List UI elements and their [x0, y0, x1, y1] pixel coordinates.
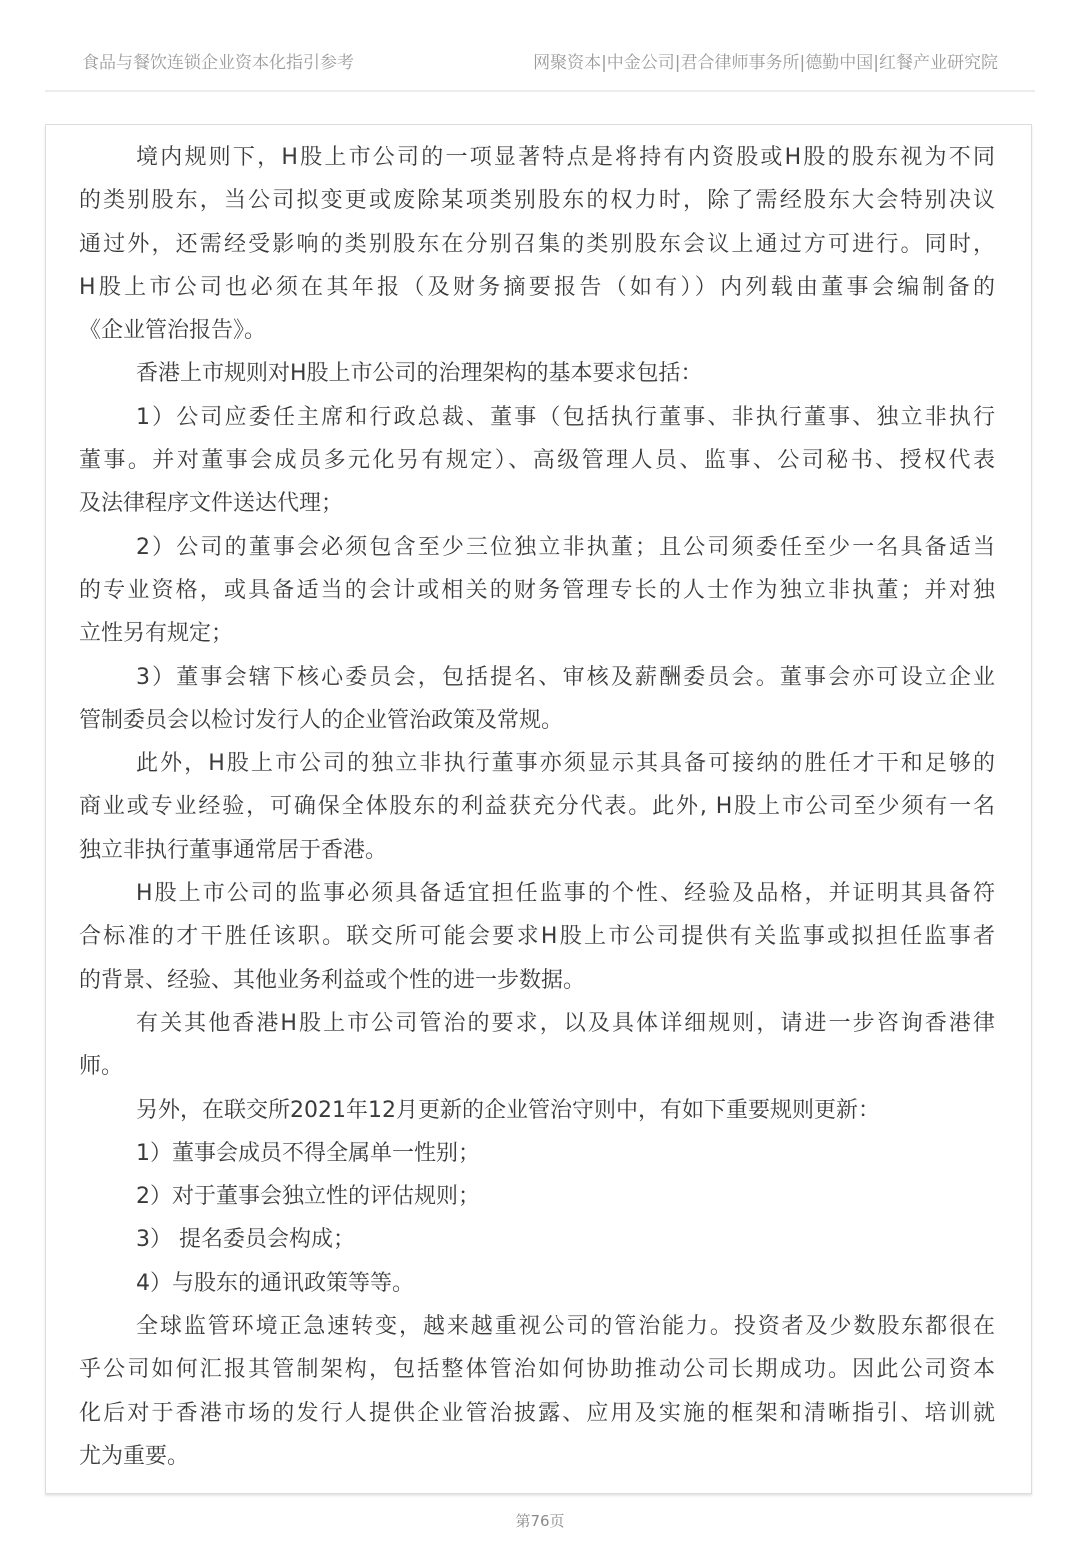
text-line: H股上市公司也必须在其年报（及财务摘要报告（如有））内列载由董事会编制备的: [79, 274, 995, 300]
text-line: 3）董事会辖下核心委员会，包括提名、审核及薪酬委员会。董事会亦可设立企业: [136, 664, 995, 690]
paragraph: [79, 1132, 995, 1175]
header-divider: [45, 90, 1035, 92]
text-line: 合标准的才干胜任该职。联交所可能会要求H股上市公司提供有关监事或拟担任监事者: [79, 924, 995, 950]
header-document-title: 食品与餐饮连锁企业资本化指引参考: [82, 53, 354, 73]
text-line: H股上市公司的监事必须具备适宜担任监事的个性、经验及品格，并证明其具备符: [136, 881, 995, 907]
paragraph: [79, 872, 995, 1002]
text-line: 3） 提名委员会构成；: [136, 1227, 355, 1253]
body-text: [79, 136, 995, 1478]
paragraph: [79, 1002, 995, 1089]
text-line: 独立非执行董事通常居于香港。: [79, 837, 388, 863]
page-number: 第76页: [515, 1512, 565, 1530]
text-line: 乎公司如何汇报其管制架构，包括整体管治如何协助推动公司长期成功。因此公司资本: [79, 1357, 995, 1383]
text-line: 立性另有规定；: [79, 621, 234, 647]
text-line: 有关其他香港H股上市公司管治的要求，以及具体详细规则，请进一步咨询香港律: [136, 1010, 995, 1036]
text-line: 商业或专业经验，可确保全体股东的利益获充分代表。此外, H股上市公司至少须有一名: [79, 794, 995, 820]
paragraph: [79, 1218, 995, 1261]
text-line: 的类别股东，当公司拟变更或废除某项类别股东的权力时，除了需经股东大会特别决议: [79, 188, 995, 214]
text-line: 全球监管环境正急速转变，越来越重视公司的管治能力。投资者及少数股东都很在: [136, 1314, 995, 1340]
paragraph: [79, 656, 995, 743]
paragraph: [79, 742, 995, 872]
paragraph: [79, 396, 995, 526]
text-line: 2）对于董事会独立性的评估规则；: [136, 1184, 480, 1210]
text-line: 化后对于香港市场的发行人提供企业管治披露、应用及实施的框架和清晰指引、培训就: [79, 1400, 995, 1426]
text-line: 1）公司应委任主席和行政总裁、董事（包括执行董事、非执行董事、独立非执行: [136, 404, 995, 430]
paragraph: [79, 1175, 995, 1218]
header-organizations: 网聚资本|中金公司|君合律师事务所|德勤中国|红餐产业研究院: [533, 53, 998, 73]
paragraph: [79, 526, 995, 656]
text-line: 通过外，还需经受影响的类别股东在分别召集的类别股东会议上通过方可进行。同时，: [79, 231, 995, 257]
text-line: 董事。并对董事会成员多元化另有规定）、高级管理人员、监事、公司秘书、授权代表: [79, 448, 995, 474]
text-line: 尤为重要。: [79, 1443, 190, 1469]
paragraph: [79, 136, 995, 352]
text-line: 的专业资格，或具备适当的会计或相关的财务管理专长的人士作为独立非执董；并对独: [79, 577, 995, 603]
text-line: 1）董事会成员不得全属单一性别；: [136, 1140, 480, 1166]
paragraph: [79, 352, 995, 395]
text-line: 香港上市规则对H股上市公司的治理架构的基本要求包括：: [136, 361, 703, 387]
text-line: 师。: [79, 1054, 124, 1080]
paragraph: [79, 1305, 995, 1478]
text-line: 及法律程序文件送达代理；: [79, 491, 344, 517]
text-line: 管制委员会以检讨发行人的企业管治政策及常规。: [79, 707, 564, 733]
paragraph: [79, 1089, 995, 1132]
text-line: 《企业管治报告》。: [79, 318, 267, 344]
paragraph: [79, 1262, 995, 1305]
text-line: 另外，在联交所2021年12月更新的企业管治守则中，有如下重要规则更新：: [136, 1097, 880, 1123]
text-line: 的背景、经验、其他业务利益或个性的进一步数据。: [79, 967, 586, 993]
text-line: 2）公司的董事会必须包含至少三位独立非执董；且公司须委任至少一名具备适当: [136, 534, 995, 560]
text-line: 4）与股东的通讯政策等等。: [136, 1270, 414, 1296]
text-line: 此外，H股上市公司的独立非执行董事亦须显示其具备可接纳的胜任才干和足够的: [136, 751, 995, 777]
text-line: 境内规则下，H股上市公司的一项显著特点是将持有内资股或H股的股东视为不同: [136, 145, 995, 170]
